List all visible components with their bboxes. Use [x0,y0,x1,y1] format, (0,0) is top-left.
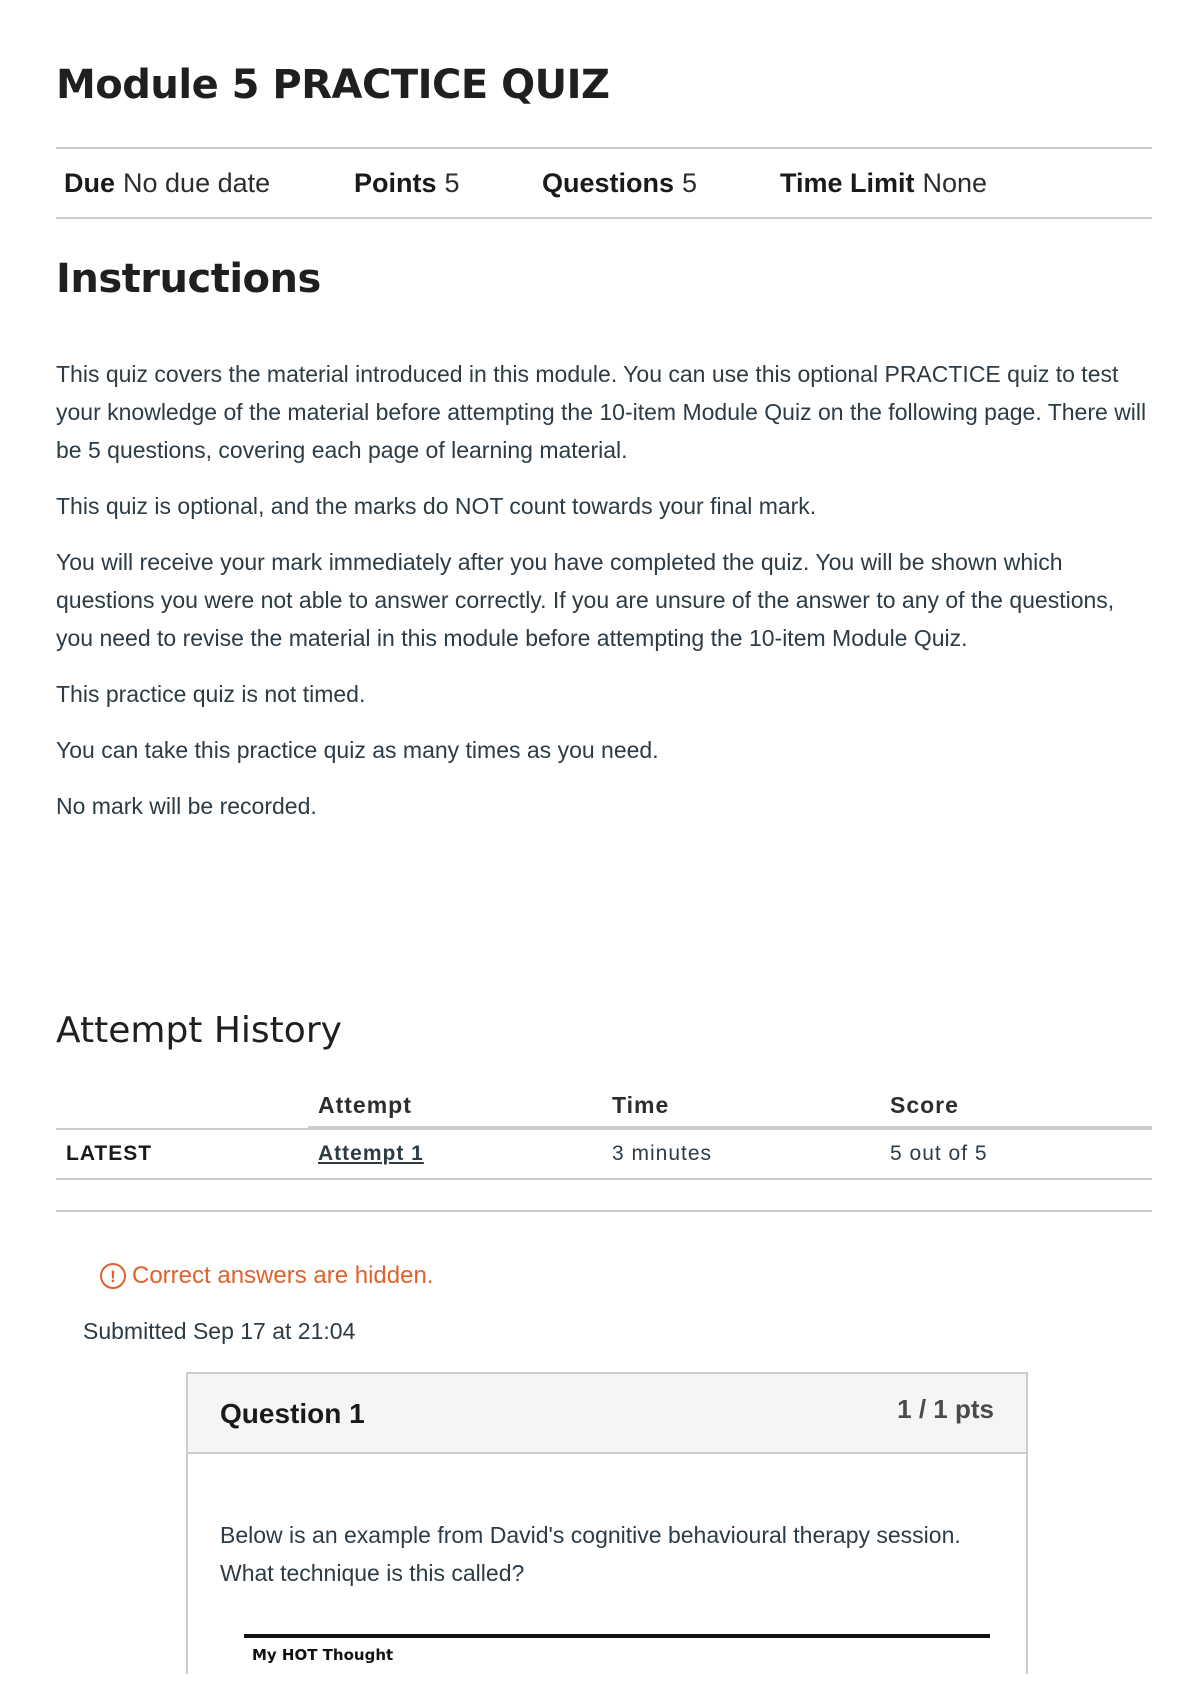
attempt-link[interactable]: Attempt 1 [318,1142,424,1165]
notice-text: Correct answers are hidden. [132,1262,434,1289]
questions-meta [542,168,697,199]
column-header-time: Time [612,1092,670,1118]
attempt-score: 5 out of 5 [890,1142,988,1165]
attempt-time: 3 minutes [612,1142,713,1165]
instructions-paragraph: You can take this practice quiz as many times as you need. [56,737,659,763]
answers-hidden-notice [100,1262,433,1290]
question-header [188,1374,1026,1454]
instructions-paragraph: This quiz covers the material introduced in this module. You can use this optional PRACTICE quiz to test your knowledge of the material before attempting the 10-item Module Quiz on the following page. There will be 5 questions, covering each page of learning material. [56,361,1147,463]
points-value: 5 [444,168,460,198]
table-row [56,1128,1152,1180]
time-limit-meta [780,168,987,199]
question-title: Question 1 [220,1398,365,1429]
alert-circle-icon: ! [100,1263,126,1289]
points-meta [354,168,460,199]
column-header-score: Score [890,1092,959,1118]
column-header-attempt: Attempt [318,1092,412,1118]
attempt-history-table [56,1082,1152,1180]
due-label: Due [64,168,116,198]
points-label: Points [354,168,437,198]
quiz-meta-bar [56,147,1152,219]
time-limit-value: None [922,168,988,198]
due-meta [64,168,270,199]
instructions-heading: Instructions [56,256,321,302]
section-divider [56,1210,1152,1212]
question-text: Below is an example from David's cognitive behavioural therapy session. What technique is this called? [220,1522,961,1586]
questions-value: 5 [682,168,698,198]
question-points: 1 / 1 pts [897,1394,994,1424]
question-card [186,1372,1028,1674]
instructions-paragraph: You will receive your mark immediately after you have completed the quiz. You will be shown which questions you were not able to answer correctly. If you are unsure of the answer to any of the questions, you need to revise the material in this module before attempting the 10-item Module Quiz. [56,549,1115,651]
instructions-body [56,355,1152,843]
table-header [56,1082,1152,1128]
questions-label: Questions [542,168,675,198]
attempt-history-heading: Attempt History [56,1010,342,1051]
page-title: Module 5 PRACTICE QUIZ [56,62,610,108]
instructions-paragraph: No mark will be recorded. [56,793,317,819]
instructions-paragraph: This practice quiz is not timed. [56,681,366,707]
instructions-paragraph: This quiz is optional, and the marks do NOT count towards your final mark. [56,493,817,519]
submitted-timestamp: Submitted Sep 17 at 21:04 [83,1318,356,1344]
due-value: No due date [123,168,271,198]
time-limit-label: Time Limit [780,168,915,198]
question-image [244,1634,990,1674]
question-image-caption: My HOT Thought [252,1646,394,1664]
latest-label: LATEST [66,1142,153,1165]
